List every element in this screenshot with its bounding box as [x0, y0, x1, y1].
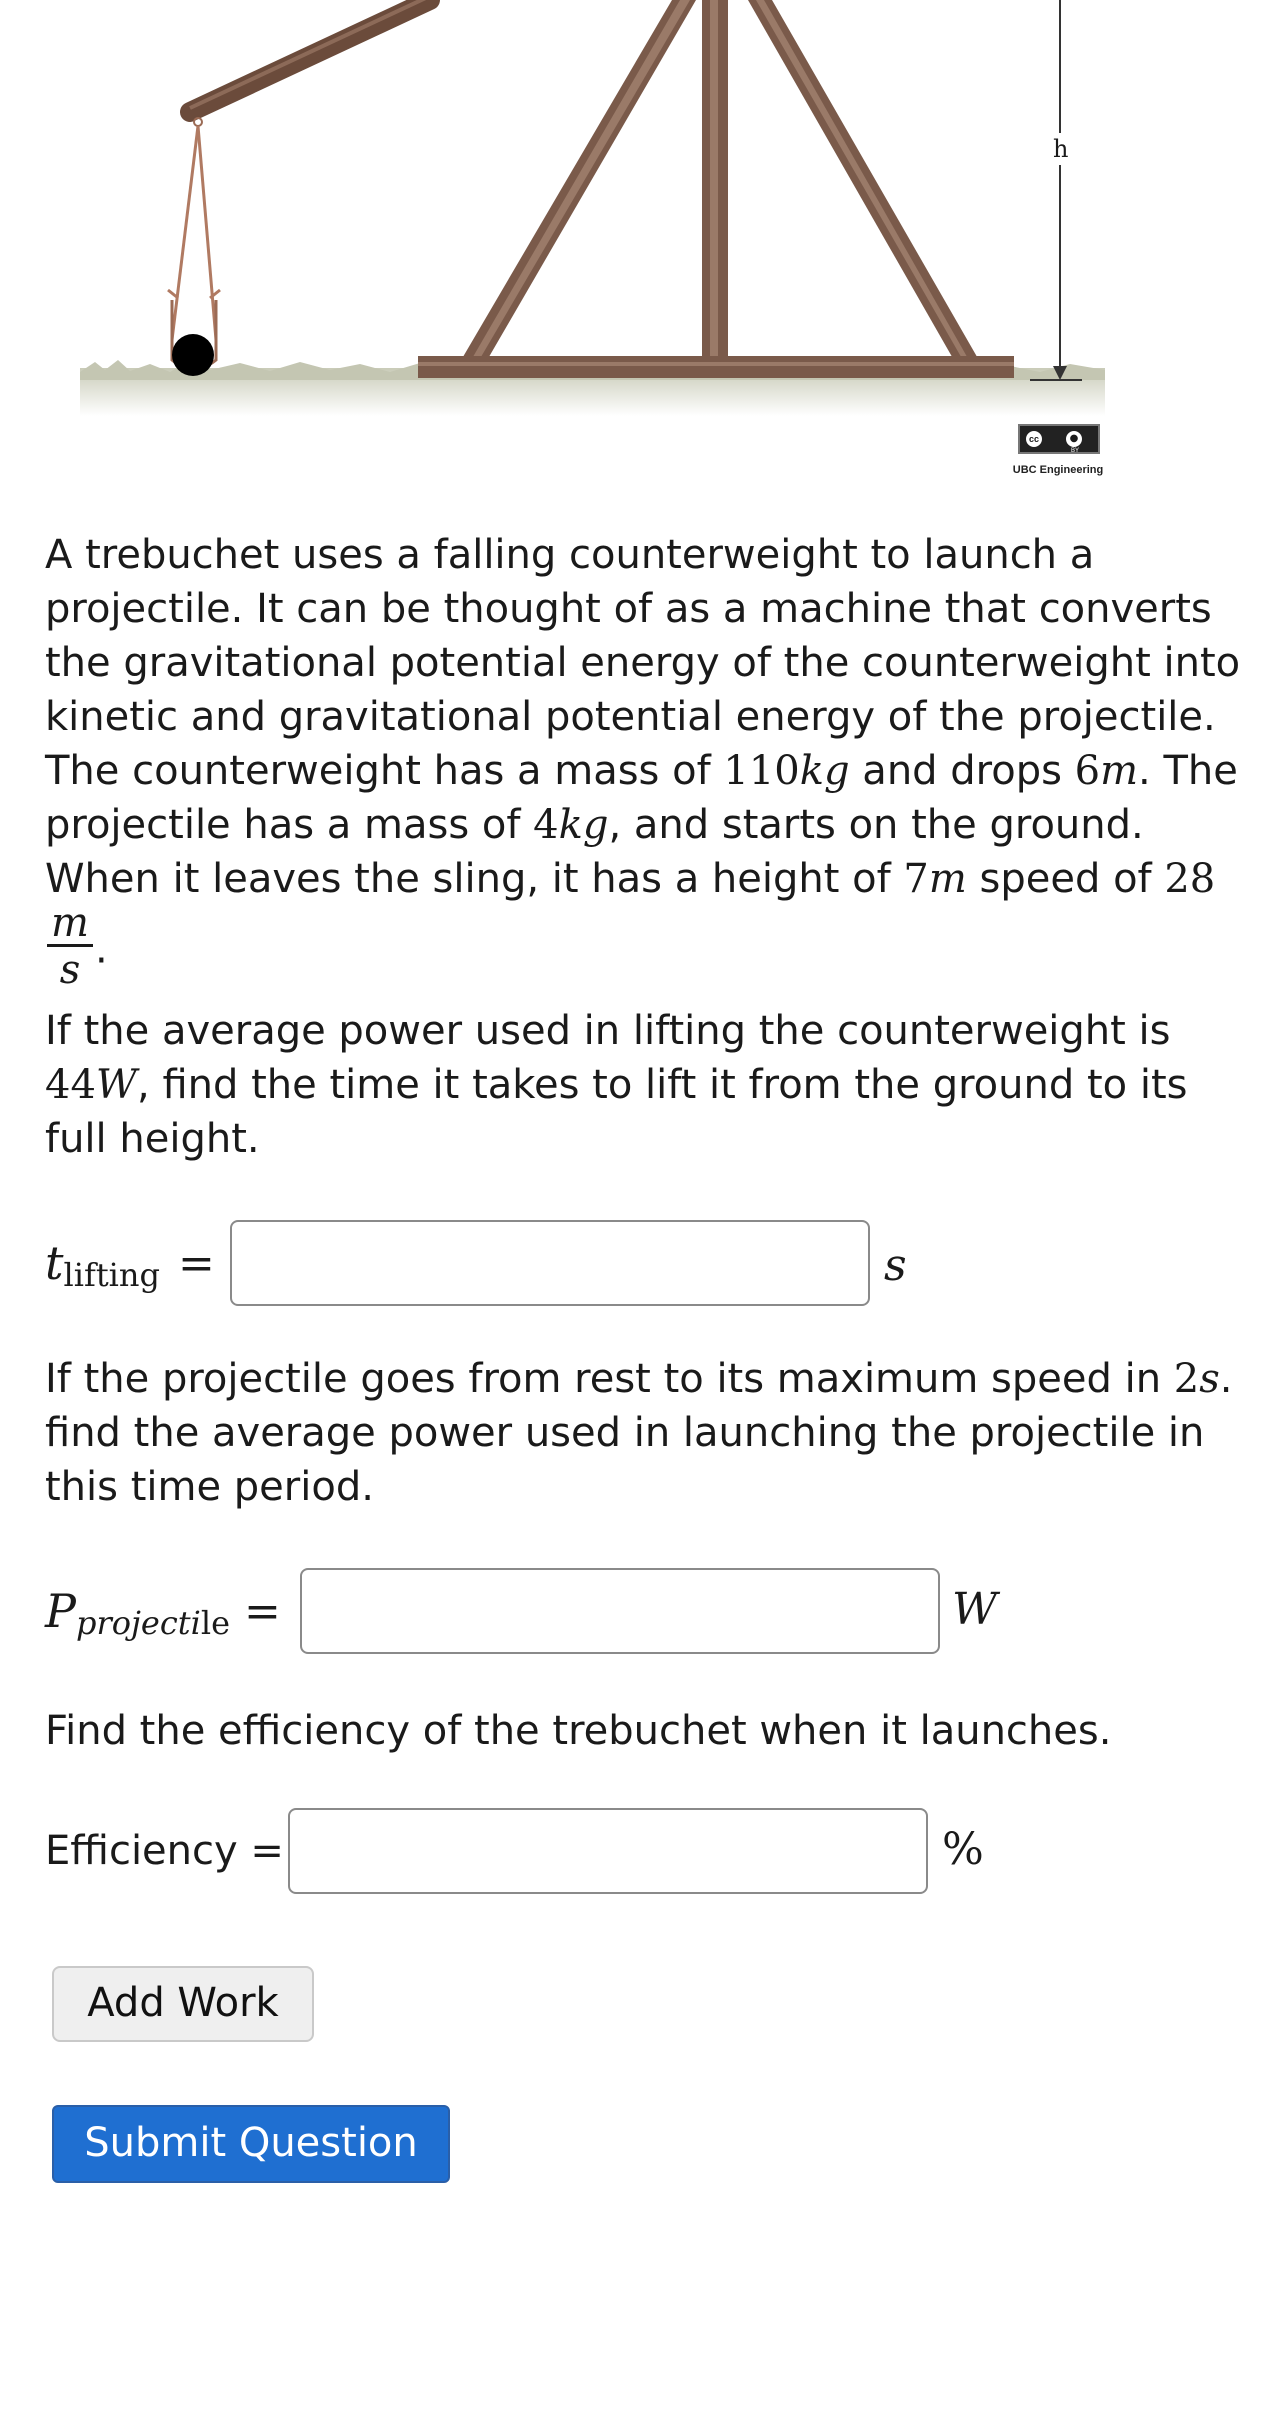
- cc-icon: cc: [1024, 429, 1044, 449]
- t-lifting-label: t lifting =: [45, 1236, 215, 1294]
- release-height-value: 7: [903, 856, 929, 902]
- question-1-text: If the average power used in lifting the counterweight is 44W, find the time it takes to lift it from the ground to its full height.: [45, 1008, 1188, 1162]
- throwing-arm: [190, 0, 430, 112]
- counterweight-mass-value: 110: [723, 748, 800, 794]
- add-work-button[interactable]: Add Work: [52, 1966, 314, 2042]
- t-lifting-unit: s: [884, 1240, 907, 1291]
- attribution-icon: ●: [1064, 429, 1084, 449]
- height-label: h: [1053, 135, 1069, 163]
- sling: [168, 118, 220, 369]
- release-speed-value: 28: [1164, 856, 1216, 902]
- t-lifting-input[interactable]: [230, 1220, 870, 1306]
- p-projectile-input[interactable]: [300, 1568, 940, 1654]
- trebuchet-diagram: [0, 0, 1284, 480]
- p-projectile-label: P projecti le =: [45, 1584, 281, 1642]
- trebuchet-illustration: [0, 0, 1284, 480]
- problem-intro: A trebuchet uses a falling counterweight to launch a projectile. It can be thought of as a machine that converts the gravitational potential energy of the counterweight into kinetic and gravitational potential energy of the projectile. The counterweight has a mass of 110kg and drops 6m. The projectile has a mass of 4kg, and starts on the ground. When it leaves the sling, it has a height of 7m speed of 28 $\frac{m}{s}$ .: [45, 532, 1241, 993]
- p-projectile-unit: W: [952, 1584, 998, 1635]
- efficiency-label: Efficiency =: [45, 1828, 284, 1874]
- submit-question-button[interactable]: Submit Question: [52, 2105, 450, 2183]
- by-label: BY: [1070, 448, 1079, 454]
- height-dimension-line: [1030, 0, 1082, 380]
- image-credit: UBC Engineering: [1012, 464, 1104, 476]
- cc-license-badge[interactable]: [1018, 424, 1100, 454]
- projectile-mass-value: 4: [533, 802, 559, 848]
- question-3-text: Find the efficiency of the trebuchet when it launches.: [45, 1708, 1112, 1754]
- efficiency-input[interactable]: [288, 1808, 928, 1894]
- trebuchet-frame: [418, 0, 1014, 378]
- speed-unit-fraction: $\frac{m}{s}$: [47, 902, 93, 993]
- efficiency-unit: %: [942, 1824, 984, 1875]
- question-2-text: If the projectile goes from rest to its maximum speed in 2s. find the average power used in launching the projectile in this time period.: [45, 1356, 1233, 1510]
- drop-height-value: 6: [1074, 748, 1101, 794]
- projectile: [172, 334, 214, 376]
